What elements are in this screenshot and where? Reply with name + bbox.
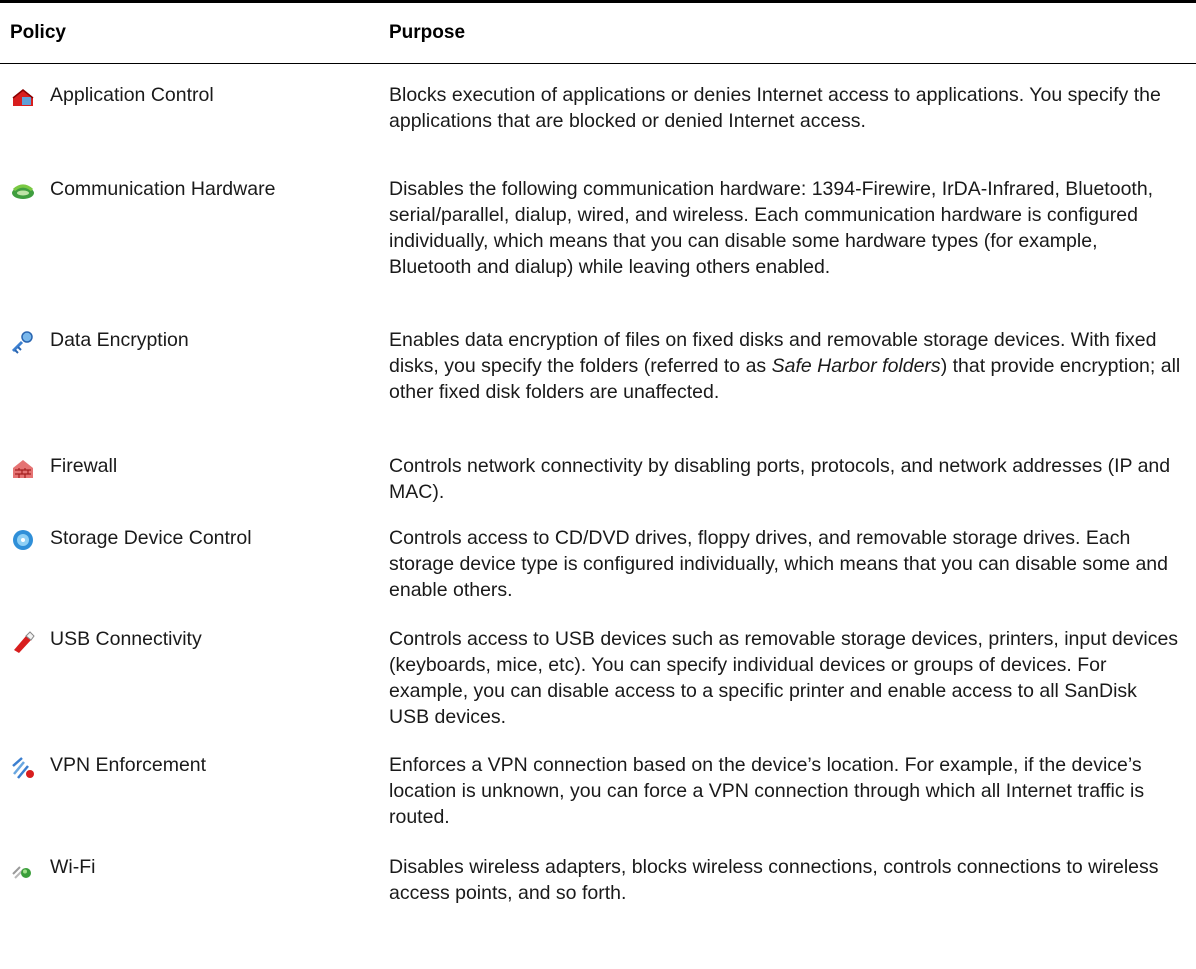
purpose-cell: Blocks execution of applications or denies Internet access to applications. You specify the applications that are blocked or denied Internet access. [389,84,1161,132]
table-row [0,836,1196,912]
policy-name: Data Encryption [50,329,189,351]
policy-name: Application Control [50,84,214,106]
table-row [0,158,1196,309]
purpose-text-before: Enables data encryption of files on fixed disks and removable storage devices. With fixed disks, you specify the folders (referred to as [389,329,1157,377]
firewall-icon [10,455,36,481]
table-row [0,435,1196,507]
wifi-icon [10,856,36,882]
policy-cell [0,626,389,654]
purpose-text-after: ) that provide encryption; all other fixed disk folders are unaffected. [389,355,1181,403]
purpose-cell [389,327,1196,405]
purpose-cell: Disables the following communication hardware: 1394-Firewire, IrDA-Infrared, Bluetooth, serial/parallel, dialup, wired, and wireless. Each communication hardware is configured individually, which means that you can disable some hardware types (for example, Bluetooth and dialup) while leaving others enabled. [389,178,1154,278]
purpose-cell: Enforces a VPN connection based on the device’s location. For example, if the device’s location is unknown, you can force a VPN connection through which all Internet traffic is routed. [389,754,1145,828]
policy-cell [0,854,389,882]
policy-name: Storage Device Control [50,527,252,549]
table-row [0,309,1196,435]
data-encryption-icon [10,329,36,355]
storage-device-control-icon [10,527,36,553]
policy-cell [0,82,389,110]
policy-column-header: Policy [10,22,66,43]
policy-name: USB Connectivity [50,628,202,650]
policy-cell [0,176,389,204]
table-row [0,608,1196,734]
vpn-enforcement-icon [10,754,36,780]
policy-name: Firewall [50,455,118,477]
communication-hardware-icon [10,178,36,204]
purpose-cell: Controls network connectivity by disabling ports, protocols, and network addresses (IP and MAC). [389,455,1171,503]
table-row [0,507,1196,608]
table-row [0,734,1196,836]
table-header-row [0,3,1196,63]
safe-harbor-folders-term: Safe Harbor folders [771,355,941,377]
purpose-column-header: Purpose [389,22,466,43]
application-control-icon [10,84,36,110]
policy-name: VPN Enforcement [50,754,207,776]
purpose-cell: Controls access to CD/DVD drives, floppy drives, and removable storage drives. Each storage device type is configured individually, which means that you can disable some and enable others. [389,527,1169,601]
table-row [0,64,1196,158]
policy-cell [0,525,389,553]
policy-cell [0,453,389,481]
policy-name: Communication Hardware [50,178,276,200]
purpose-cell: Disables wireless adapters, blocks wireless connections, controls connections to wireless access points, and so forth. [389,856,1159,904]
usb-connectivity-icon [10,628,36,654]
purpose-cell: Controls access to USB devices such as removable storage devices, printers, input devices (keyboards, mice, etc). You can specify individual devices or groups of devices. For example, you can disable access to a specific printer and enable access to all SanDisk USB devices. [389,628,1179,728]
policy-cell [0,327,389,355]
policy-cell [0,752,389,780]
policy-name: Wi-Fi [50,856,96,878]
